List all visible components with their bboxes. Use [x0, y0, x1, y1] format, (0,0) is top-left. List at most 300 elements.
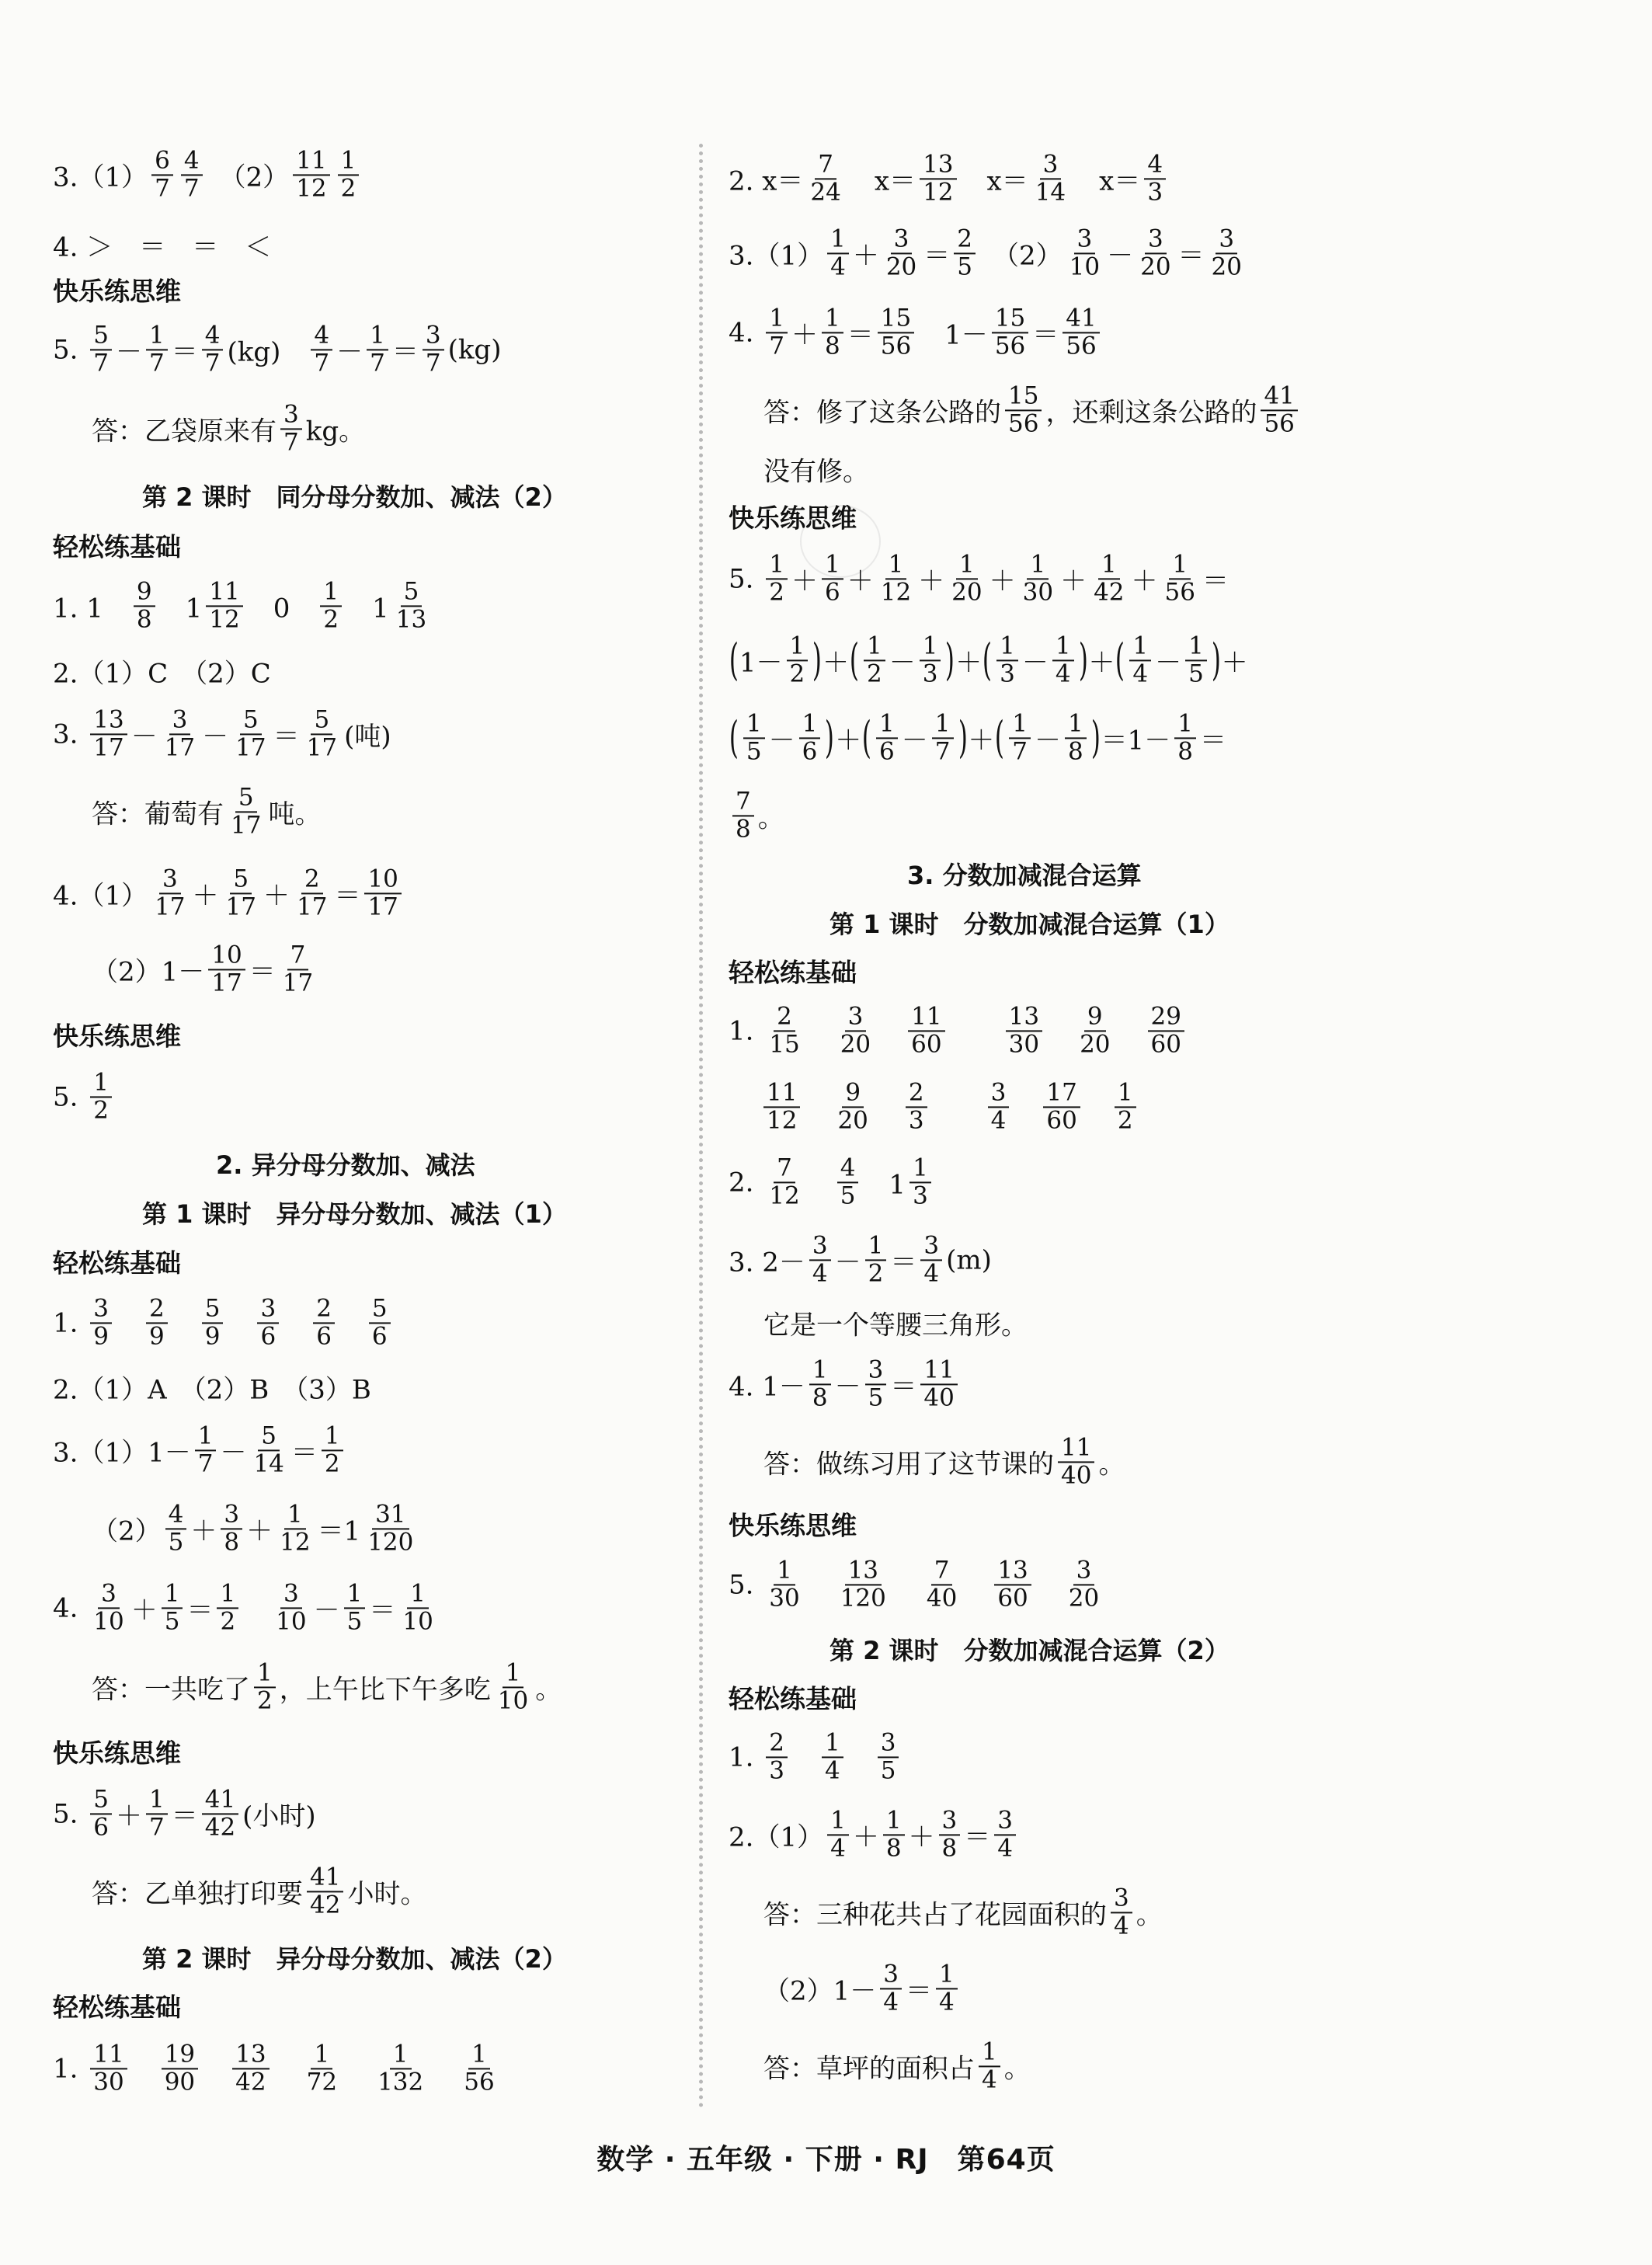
text-segment — [172, 1304, 198, 1342]
text-segment: ＋ — [1131, 565, 1158, 597]
denominator: 2 — [257, 1686, 273, 1714]
denominator: 7 — [283, 428, 299, 456]
numerator: 3 — [169, 708, 191, 735]
text-segment: － — [1155, 647, 1182, 679]
denominator: 2 — [323, 605, 339, 633]
fraction — [1115, 1080, 1136, 1132]
numerator: 1 — [909, 1156, 931, 1183]
denominator: 7 — [314, 349, 330, 377]
text-segment: ＋ — [908, 1821, 935, 1853]
lesson-title — [142, 1940, 567, 1975]
answer-line — [92, 943, 320, 995]
fraction — [1129, 631, 1151, 687]
fraction — [883, 1808, 905, 1860]
denominator: 20 — [1068, 1584, 1100, 1612]
text-segment: 第 1 课时 分数加减混合运算（1） — [829, 910, 1229, 939]
denominator: 40 — [923, 1383, 955, 1411]
numerator: 13 — [845, 1558, 882, 1585]
answer-line — [729, 1808, 1020, 1860]
numerator: 2 — [313, 1296, 335, 1324]
text-segment: ＝ — [890, 1247, 917, 1279]
paren: ) — [1078, 635, 1088, 685]
fraction — [276, 1502, 313, 1554]
text-segment: － — [1107, 240, 1134, 272]
numerator: 15 — [878, 306, 914, 333]
text-segment: ＝ — [334, 880, 361, 912]
numerator: 3 — [98, 1581, 120, 1609]
fraction — [920, 631, 941, 687]
numerator: 15 — [992, 306, 1028, 333]
numerator: 7 — [287, 943, 309, 970]
text-segment — [804, 1088, 830, 1126]
numerator: 1 — [311, 2042, 332, 2069]
text-segment: 4.（1） — [53, 880, 148, 912]
answer-line — [53, 579, 433, 631]
text-segment: ＋ — [791, 565, 818, 597]
denominator: 2 — [789, 659, 805, 687]
numerator: 1 — [799, 712, 821, 739]
denominator: 4 — [1132, 659, 1149, 687]
numerator: 9 — [842, 1080, 864, 1108]
denominator: 9 — [93, 1322, 109, 1350]
denominator: 3 — [1000, 659, 1015, 687]
fraction — [1009, 709, 1031, 765]
denominator: 56 — [1066, 332, 1097, 360]
text-segment — [807, 1012, 833, 1050]
text-segment: 1 — [158, 593, 203, 625]
numerator: 11 — [1058, 1435, 1094, 1463]
text-segment: 3. 2－ — [729, 1247, 805, 1279]
fraction — [954, 224, 976, 280]
answer-line — [53, 1421, 347, 1477]
fraction — [313, 1296, 335, 1348]
denominator: 10 — [276, 1607, 307, 1635]
text-segment: － — [901, 725, 928, 757]
fraction — [1261, 381, 1297, 437]
numerator: 3 — [994, 1808, 1016, 1835]
text-segment — [875, 1088, 902, 1126]
text-segment: ＋ — [955, 647, 983, 679]
answer-line — [729, 1153, 935, 1209]
text-segment: 2. — [729, 1167, 763, 1198]
fraction — [344, 1581, 366, 1634]
fraction — [162, 2042, 198, 2094]
text-segment: 轻松练基础 — [729, 957, 857, 988]
denominator: 2 — [324, 1449, 340, 1477]
text-segment — [807, 1164, 833, 1202]
numerator: 2 — [766, 1731, 788, 1758]
text-segment: 1 — [862, 1169, 906, 1201]
answer-line — [53, 1070, 116, 1122]
text-segment — [202, 2050, 228, 2088]
section-heading — [729, 953, 857, 990]
denominator: 2 — [340, 174, 356, 202]
denominator: 40 — [1061, 1461, 1092, 1489]
text-segment: 。 — [757, 802, 784, 834]
denominator: 5 — [868, 1383, 884, 1411]
denominator: 8 — [941, 1834, 958, 1862]
denominator: 15 — [769, 1030, 800, 1058]
numerator: 1 — [1027, 552, 1049, 579]
numerator: 2 — [954, 227, 976, 254]
numerator: 1 — [344, 1581, 366, 1609]
answer-line — [729, 1233, 992, 1286]
numerator: 3 — [920, 1233, 942, 1261]
numerator: 1 — [936, 1962, 958, 1989]
paren: ) — [945, 635, 955, 685]
text-segment: ＝ — [249, 956, 276, 988]
fraction — [809, 1355, 831, 1411]
fraction — [1032, 152, 1069, 204]
denominator: 7 — [148, 349, 165, 377]
text-segment: 3.（1） — [53, 162, 148, 193]
fraction — [206, 579, 242, 631]
fraction — [374, 2042, 426, 2094]
numerator: 3 — [1074, 227, 1096, 254]
text-segment: （2） — [92, 1515, 162, 1547]
numerator: 3 — [809, 1233, 831, 1261]
numerator: 3 — [423, 323, 444, 350]
text-segment: ＝ — [847, 319, 874, 351]
text-segment: ＝ — [171, 1801, 198, 1832]
fraction — [90, 1581, 127, 1634]
fraction — [766, 306, 788, 358]
text-segment: 快乐练思维 — [53, 1738, 181, 1769]
denominator: 4 — [923, 1259, 940, 1287]
denominator: 56 — [1264, 409, 1295, 437]
denominator: 6 — [802, 737, 818, 765]
text-segment — [807, 1566, 833, 1604]
text-segment: 轻松练基础 — [53, 1247, 181, 1279]
text-segment: ＋ — [852, 240, 879, 272]
paren: ( — [729, 635, 739, 685]
page-footer: 数学 · 五年级 · 下册 · RJ 第64页 — [596, 2144, 1056, 2176]
lesson-title — [142, 478, 567, 513]
text-segment: 第 2 课时 同分母分数加、减法（2） — [142, 482, 567, 512]
fraction — [1090, 552, 1127, 604]
text-segment: x＝ — [847, 165, 916, 197]
paren: ) — [1211, 635, 1221, 685]
answer-line — [53, 867, 405, 919]
numerator: 4 — [202, 323, 224, 350]
text-segment: 2. 异分母分数加、减法 — [216, 1150, 475, 1180]
numerator: 5 — [202, 1296, 224, 1324]
fraction — [1066, 1558, 1102, 1610]
numerator: 1 — [932, 712, 954, 739]
text-segment: ＝ — [923, 240, 951, 272]
text-segment — [949, 1012, 1002, 1050]
text-segment: （2）1－ — [763, 1975, 877, 2007]
fraction — [837, 1558, 889, 1610]
numerator: 1 — [996, 634, 1018, 661]
text-segment: 1－ — [918, 319, 988, 351]
text-segment: 轻松练基础 — [729, 1683, 857, 1714]
numerator: 1 — [827, 1808, 849, 1835]
fraction — [307, 1865, 343, 1917]
numerator: 1 — [956, 552, 978, 579]
numerator: 11 — [206, 579, 242, 607]
text-segment — [1035, 1566, 1062, 1604]
text-segment: 快乐练思维 — [729, 503, 857, 534]
fraction — [920, 1355, 957, 1411]
denominator: 4 — [997, 1834, 1014, 1862]
numerator: 5 — [401, 579, 423, 607]
denominator: 42 — [204, 1813, 236, 1841]
fraction — [799, 709, 821, 765]
answer-line — [763, 1304, 1028, 1342]
text-segment: － — [130, 721, 158, 753]
fraction — [293, 148, 329, 200]
fraction — [90, 705, 127, 761]
fraction — [1066, 224, 1103, 280]
text-segment: ＝ — [1177, 240, 1205, 272]
numerator: 1 — [822, 552, 843, 579]
fraction — [90, 1070, 112, 1122]
fraction — [1052, 631, 1074, 687]
numerator: 11 — [908, 1004, 944, 1032]
numerator: 7 — [815, 152, 836, 179]
denominator: 4 — [883, 1988, 899, 2016]
fraction — [936, 1962, 958, 2014]
fraction — [217, 1581, 238, 1634]
denominator: 2 — [1117, 1106, 1133, 1134]
fraction — [273, 1581, 309, 1634]
text-segment: (吨) — [344, 721, 391, 753]
text-segment: 1. — [729, 1015, 763, 1046]
fraction — [988, 1080, 1010, 1132]
section-heading — [53, 1017, 181, 1053]
denominator: 17 — [231, 811, 262, 839]
fraction — [1005, 381, 1042, 437]
text-segment — [273, 2050, 300, 2088]
text-segment — [1084, 1088, 1111, 1126]
denominator: 20 — [1211, 252, 1242, 280]
fraction — [364, 867, 401, 919]
numerator: 4 — [165, 1502, 187, 1529]
denominator: 56 — [880, 332, 912, 360]
denominator: 56 — [994, 332, 1026, 360]
answer-line — [763, 2037, 1031, 2093]
text-segment: － — [1021, 647, 1049, 679]
answer-line — [53, 2042, 502, 2094]
numerator: 3 — [1216, 227, 1237, 254]
numerator: 1 — [338, 148, 360, 176]
text-segment: ＝1 — [317, 1515, 361, 1547]
fraction — [807, 152, 843, 204]
answer-line — [92, 1865, 426, 1917]
answer-line — [53, 1581, 440, 1634]
denominator: 7 — [155, 174, 170, 202]
numerator: 1 — [254, 1661, 276, 1688]
text-segment — [1118, 1012, 1144, 1050]
text-segment: 快乐练思维 — [53, 1021, 181, 1052]
section-heading — [53, 1244, 181, 1280]
text-segment: 2.（1）C （2）C — [53, 658, 271, 690]
lesson-title — [142, 1195, 567, 1230]
denominator: 30 — [1008, 1030, 1040, 1058]
numerator: 7 — [774, 1156, 795, 1183]
numerator: 2 — [301, 867, 323, 894]
text-segment: （2） — [979, 240, 1062, 272]
fraction — [883, 224, 920, 280]
denominator: 5 — [880, 1756, 896, 1784]
text-segment: ＝ — [1032, 319, 1059, 351]
denominator: 72 — [306, 2068, 338, 2096]
text-segment: ＝ — [906, 1975, 932, 2007]
text-segment — [344, 2050, 370, 2088]
answer-line — [729, 631, 1248, 687]
denominator: 13 — [395, 605, 427, 633]
fraction — [1209, 224, 1245, 280]
numerator: 3 — [878, 1731, 899, 1758]
fraction — [232, 705, 269, 761]
numerator: 3 — [280, 1581, 302, 1609]
text-segment: － — [336, 336, 363, 368]
section-heading — [53, 1734, 181, 1770]
numerator: 1 — [146, 323, 168, 350]
text-segment: 2.（1）A （2）B （3）B — [53, 1374, 371, 1406]
text-segment: ＝ — [273, 721, 300, 753]
text-segment: 4. — [729, 317, 763, 348]
answer-line — [729, 306, 1104, 358]
section-heading — [729, 499, 857, 535]
numerator: 13 — [232, 2042, 269, 2069]
numerator: 5 — [230, 867, 252, 894]
denominator: 12 — [769, 1181, 800, 1209]
text-segment: ＝ — [290, 1437, 318, 1469]
numerator: 4 — [1144, 152, 1166, 179]
text-segment: 5. — [729, 563, 763, 594]
text-segment: 第 2 课时 分数加减混合运算（2） — [829, 1636, 1229, 1665]
numerator: 13 — [90, 708, 127, 735]
denominator: 17 — [93, 733, 124, 761]
denominator: 17 — [306, 733, 338, 761]
numerator: 1 — [822, 306, 843, 333]
paren: ( — [1115, 635, 1125, 685]
denominator: 9 — [148, 1322, 165, 1350]
fraction — [221, 1502, 242, 1554]
fraction — [495, 1658, 531, 1714]
denominator: 5 — [168, 1528, 184, 1556]
numerator: 10 — [364, 867, 401, 894]
fraction — [1062, 306, 1099, 358]
answer-line — [92, 1502, 420, 1554]
fraction — [939, 1808, 961, 1860]
fraction — [1076, 1004, 1113, 1056]
denominator: 20 — [837, 1106, 868, 1134]
fraction — [908, 1004, 944, 1056]
numerator: 1 — [809, 1358, 831, 1385]
fraction — [766, 1004, 802, 1056]
fraction — [364, 1502, 416, 1554]
denominator: 5 — [840, 1181, 856, 1209]
numerator: 41 — [1062, 306, 1099, 333]
denominator: 10 — [497, 1686, 529, 1714]
numerator: 13 — [920, 152, 956, 179]
text-segment: ＝1－ — [1101, 725, 1171, 757]
numerator: 41 — [307, 1865, 343, 1892]
fraction — [311, 323, 332, 375]
answer-line — [53, 1369, 371, 1407]
denominator: 20 — [951, 578, 983, 606]
answer-line — [53, 705, 391, 761]
denominator: 60 — [1150, 1030, 1181, 1058]
text-segment: 5. — [729, 1569, 763, 1600]
denominator: 4 — [982, 2065, 997, 2093]
denominator: 8 — [824, 332, 840, 360]
fraction — [1144, 152, 1166, 204]
fraction — [146, 323, 168, 375]
denominator: 6 — [371, 1322, 388, 1350]
numerator: 19 — [162, 2042, 198, 2069]
denominator: 7 — [425, 349, 441, 377]
text-segment: 3.（1）1－ — [53, 1437, 191, 1469]
numerator: 3 — [988, 1080, 1010, 1108]
text-segment: ，上午比下午多吃 — [279, 1674, 491, 1706]
text-segment: 1. 1 — [53, 593, 130, 625]
fraction — [834, 1080, 871, 1132]
answer-line — [53, 148, 363, 200]
fraction — [1185, 631, 1207, 687]
answer-line — [763, 1886, 1163, 1938]
fraction — [920, 152, 956, 204]
numerator: 1 — [766, 552, 788, 579]
numerator: 4 — [181, 148, 203, 176]
numerator: 11 — [763, 1080, 800, 1108]
fraction — [195, 1421, 217, 1477]
text-segment: ，还剩这条公路的 — [1045, 397, 1257, 429]
text-segment: 。 — [1003, 2053, 1031, 2085]
denominator: 8 — [736, 815, 751, 843]
fraction — [369, 1296, 391, 1348]
denominator: 56 — [1164, 578, 1195, 606]
text-segment: 3. 分数加减混合运算 — [907, 861, 1142, 890]
numerator: 1 — [284, 1502, 306, 1529]
answer-line — [760, 1080, 1140, 1132]
text-segment — [1013, 1088, 1039, 1126]
numerator: 5 — [235, 785, 257, 812]
section-heading — [53, 527, 181, 564]
numerator: 2 — [906, 1080, 927, 1108]
denominator: 120 — [840, 1584, 886, 1612]
fraction — [827, 1808, 849, 1860]
answer-line — [729, 224, 1249, 280]
denominator: 20 — [1080, 1030, 1111, 1058]
paren: ) — [812, 635, 823, 685]
fraction — [151, 148, 173, 200]
numerator: 1 — [217, 1581, 238, 1609]
denominator: 56 — [1008, 409, 1039, 437]
numerator: 1 — [407, 1581, 429, 1609]
fraction — [876, 709, 898, 765]
fraction — [294, 867, 330, 919]
paren: ) — [958, 712, 968, 763]
answer-line — [53, 652, 271, 691]
text-segment: － — [834, 1371, 861, 1403]
text-segment: (kg) — [227, 336, 308, 368]
numerator: 1 — [1009, 712, 1031, 739]
text-segment: ＋ — [852, 1821, 879, 1853]
text-segment — [430, 2050, 457, 2088]
numerator: 1 — [774, 1558, 795, 1585]
denominator: 4 — [812, 1259, 828, 1287]
fraction — [90, 1787, 112, 1839]
numerator: 1 — [1065, 712, 1087, 739]
numerator: 1 — [883, 1808, 905, 1835]
fraction — [90, 2042, 127, 2094]
text-segment: (m) — [946, 1244, 992, 1275]
text-segment: 快乐练思维 — [729, 1510, 857, 1541]
